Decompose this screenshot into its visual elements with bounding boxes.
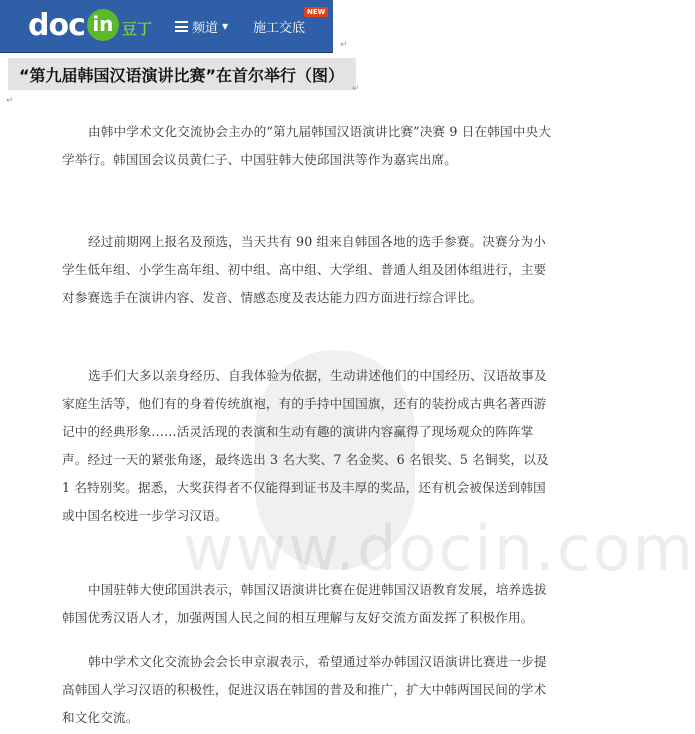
paragraph-5: 韩中学术文化交流协会会长申京淑表示，希望通过举办韩国汉语演讲比赛进一步提高韩国人学习汉语的积极性，促进汉语在韩国的普及和推广，扩大中韩两国民间的学术和文化交流。 <box>62 654 547 725</box>
logo-in-badge: in <box>87 9 119 41</box>
logo-doc-text: doc <box>28 7 85 43</box>
paragraph-2: 经过前期网上报名及预选，当天共有 90 组来自韩国各地的选手参赛。决赛分为小学生低年组、小学生高年组、初中组、高中组、大学组、普通人组及团体组进行，主要对参赛选手在演讲内容、发音、情感态度及表达能力四方面进行综合评比。 <box>62 234 547 305</box>
paragraph-mark-icon: ↵ <box>352 84 360 94</box>
logo-chinese-text: 豆丁 <box>121 19 152 38</box>
watermark-text: www.docin.com <box>183 512 695 585</box>
channel-menu-button[interactable] <box>175 17 228 36</box>
paragraph-1: 由韩中学术文化交流协会主办的“第九届韩国汉语演讲比赛”决赛 9 日在韩国中央大学举行。韩国国会议员黄仁子、中国驻韩大使邱国洪等作为嘉宾出席。 <box>62 124 551 167</box>
paragraph-3: 选手们大多以亲身经历、自我体验为依据，生动讲述他们的中国经历、汉语故事及家庭生活等，他们有的身着传统旗袍，有的手持中国国旗，还有的装扮成古典名著西游记中的经典形象……活灵活现的表演和生动有趣的演讲内容赢得了现场观众的阵阵掌声。经过一天的紧张角逐，最终选出 3 名大奖、7 名金奖、6 名银奖、5 名铜奖，以及 1 名特别奖。据悉，大奖获得者不仅能得到证书及丰厚的奖品，还有机会被保送到韩国或中国名校进一步学习汉语。 <box>62 368 549 523</box>
menu-icon <box>175 21 188 32</box>
channel-label: 频道 <box>192 21 219 36</box>
paragraph-mark-icon: ↵ <box>340 40 348 50</box>
document-title: “第九届韩国汉语演讲比赛”在首尔举行（图） <box>19 66 345 85</box>
paragraph-4: 中国驻韩大使邱国洪表示，韩国汉语演讲比赛在促进韩国汉语教育发展，培养选拔韩国优秀汉语人才，加强两国人民之间的相互理解与友好交流方面发挥了积极作用。 <box>62 582 547 625</box>
site-header-bar <box>0 0 333 53</box>
paragraph-mark-icon: ↵ <box>6 96 14 106</box>
new-badge: NEW <box>304 7 328 17</box>
chevron-down-icon: ▼ <box>222 22 229 31</box>
nav-link-construction[interactable]: 施工交底 <box>253 21 306 36</box>
docin-logo[interactable] <box>28 8 152 42</box>
